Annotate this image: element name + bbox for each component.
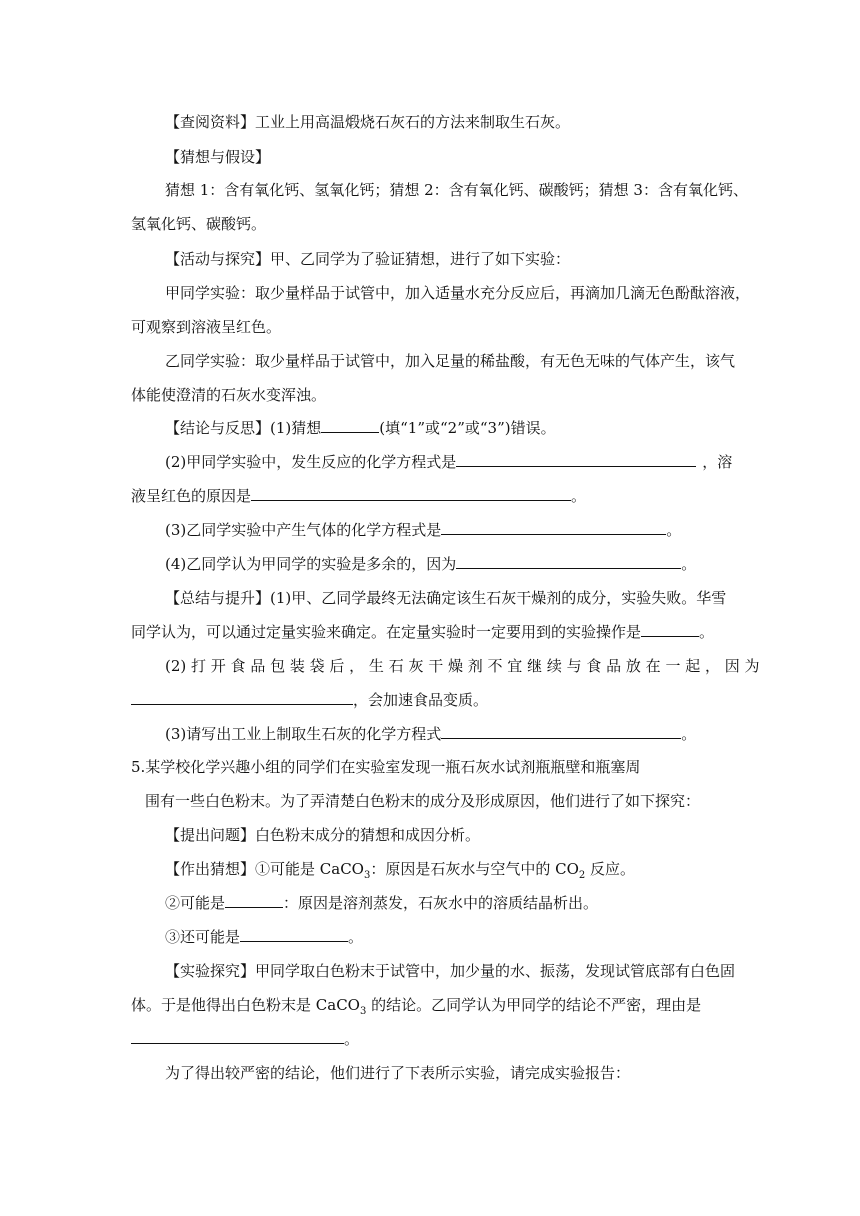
problem-5-table-intro: 为了得出较严密的结论，他们进行了下表所示实验，请完成实验报告： [165,1064,631,1082]
question-conclusion-4 [165,554,696,574]
question-summary-3 [165,724,696,744]
guess-text: 反应。 [585,860,636,878]
para-summary-1: 【总结与提升】(1)甲、乙同学最终无法确定该生石灰干燥剂的成分，实验失败。华雪 [165,589,727,607]
subscript: 2 [578,870,586,881]
problem-5-experiment-cont [131,995,701,1022]
problem-5-experiment-cont2 [131,1029,359,1049]
para-jia-experiment: 甲同学实验：取少量样品于试管中，加入适量水充分反应后，再滴加几滴无色酚酞溶液， [165,284,751,302]
answer-blank[interactable] [441,520,666,535]
problem-5-guess-2 [165,893,598,913]
guess-text: ②可能是 [165,894,226,912]
question-text: (填“1”或“2”或“3”)错误。 [379,419,556,437]
para-yi-experiment-cont: 体能使澄清的石灰水变浑浊。 [131,386,327,404]
question-text: (3)乙同学实验中产生气体的化学方程式是 [165,521,442,539]
experiment-text: 。 [344,1030,360,1048]
question-conclusion-2-cont [131,486,586,506]
answer-blank[interactable] [240,927,348,942]
question-text: ，溶 [702,453,733,471]
guess-text: ③还可能是 [165,928,241,946]
heading-hypothesis: 【猜想与假设】 [165,148,271,166]
answer-blank[interactable] [441,724,681,739]
question-summary-2: (2) 打 开 食 品 包 装 袋 后 ， 生 石 灰 干 燥 剂 不 宜 继 续 与 食 品 放 在 一 起 ， 因 为 [165,657,760,675]
experiment-text: 体。于是他得出白色粉末是 CaCO [131,996,360,1014]
guess-text: 。 [348,928,364,946]
problem-5-intro: 5.某学校化学兴趣小组的同学们在实验室发现一瓶石灰水试剂瓶瓶壁和瓶塞周 [131,758,641,776]
answer-blank[interactable] [131,1029,344,1044]
question-text: 。 [681,725,697,743]
para-yi-experiment: 乙同学实验：取少量样品于试管中，加入足量的稀盐酸，有无色无味的气体产生，该气 [165,352,736,370]
problem-5-guess-3 [165,927,363,947]
question-summary-2-cont [131,690,488,710]
question-text: 【结论与反思】(1)猜想 [165,419,322,437]
answer-blank[interactable] [131,690,353,705]
question-text: (4)乙同学认为甲同学的实验是多余的，因为 [165,555,457,573]
question-conclusion-3 [165,520,681,540]
para-consult-info: 【查阅资料】工业上用高温煅烧石灰石的方法来制取生石灰。 [165,113,571,131]
answer-blank[interactable] [251,486,571,501]
question-text: 同学认为，可以通过定量实验来确定。在定量实验时一定要用到的实验操作是 [131,623,642,641]
question-conclusion-2 [165,452,732,472]
question-text: 。 [681,555,697,573]
guess-text: ：原因是石灰水与空气中的 CO [370,860,579,878]
answer-blank[interactable] [225,893,283,908]
para-hypotheses [165,180,748,200]
problem-5-guess-1 [165,859,635,886]
para-hypotheses-cont: 氢氧化钙、碳酸钙。 [131,215,267,233]
question-text: (3)请写出工业上制取生石灰的化学方程式 [165,725,442,743]
question-text: (2)甲同学实验中，发生反应的化学方程式是 [165,453,457,471]
question-text: 。 [699,623,715,641]
answer-blank[interactable] [456,452,696,467]
question-text: 。 [666,521,682,539]
para-jia-experiment-cont: 可观察到溶液呈红色。 [131,318,282,336]
problem-5-intro-cont: 围有一些白色粉末。为了弄清楚白色粉末的成分及形成原因，他们进行了如下探究： [145,792,701,810]
answer-blank[interactable] [321,418,379,433]
question-text: ，会加速食品变质。 [353,691,489,709]
guess-text: 【作出猜想】①可能是 CaCO [165,860,364,878]
problem-5-question: 【提出问题】白色粉末成分的猜想和成因分析。 [165,826,481,844]
answer-blank[interactable] [641,622,699,637]
guess-text: ：原因是溶剂蒸发，石灰水中的溶质结晶析出。 [283,894,599,912]
para-activity: 【活动与探究】甲、乙同学为了验证猜想，进行了如下实验： [165,250,571,268]
experiment-text: 的结论。乙同学认为甲同学的结论不严密，理由是 [366,996,702,1014]
subscript: 3 [363,870,371,881]
question-conclusion-1 [165,418,556,438]
question-text: 。 [571,487,587,505]
question-text: 液呈红色的原因是 [131,487,252,505]
answer-blank[interactable] [456,554,681,569]
subscript: 3 [359,1006,367,1017]
hypotheses-text: 猜想 1：含有氧化钙、氢氧化钙；猜想 2：含有氧化钙、碳酸钙；猜想 3：含有氧化钙、 [165,181,748,199]
para-summary-1-cont [131,622,714,642]
problem-5-experiment: 【实验探究】甲同学取白色粉末于试管中，加少量的水、振荡，发现试管底部有白色固 [165,962,736,980]
